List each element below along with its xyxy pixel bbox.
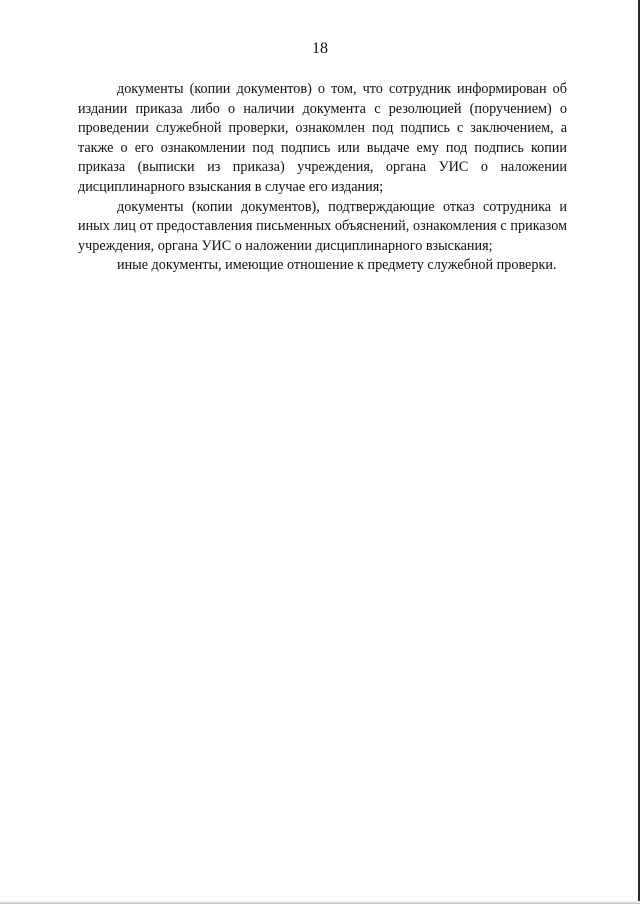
document-body bbox=[78, 80, 567, 276]
paragraph-3: иные документы, имеющие отношение к предмету служебной проверки. bbox=[117, 257, 557, 274]
paragraph-2: документы (копии документов), подтверждающие отказ сотрудника и иных лиц от предоставления письменных объяснений, ознакомления с приказом учреждения, органа УИС о наложении дисциплинарного взыскания; bbox=[78, 198, 567, 254]
paragraph-1: документы (копии документов) о том, что сотрудник информирован об издании приказа либо о наличии документа с резолюцией (поручением) о проведении служебной проверки, ознакомлен под подпись с заключением, а также о его ознакомлении под подпись или выдаче ему под подпись копии приказа (выписки из приказа) учреждения, органа УИС о наложении дисциплинарного взыскания в случае его издания; bbox=[78, 81, 567, 195]
page-number: 18 bbox=[312, 40, 328, 57]
